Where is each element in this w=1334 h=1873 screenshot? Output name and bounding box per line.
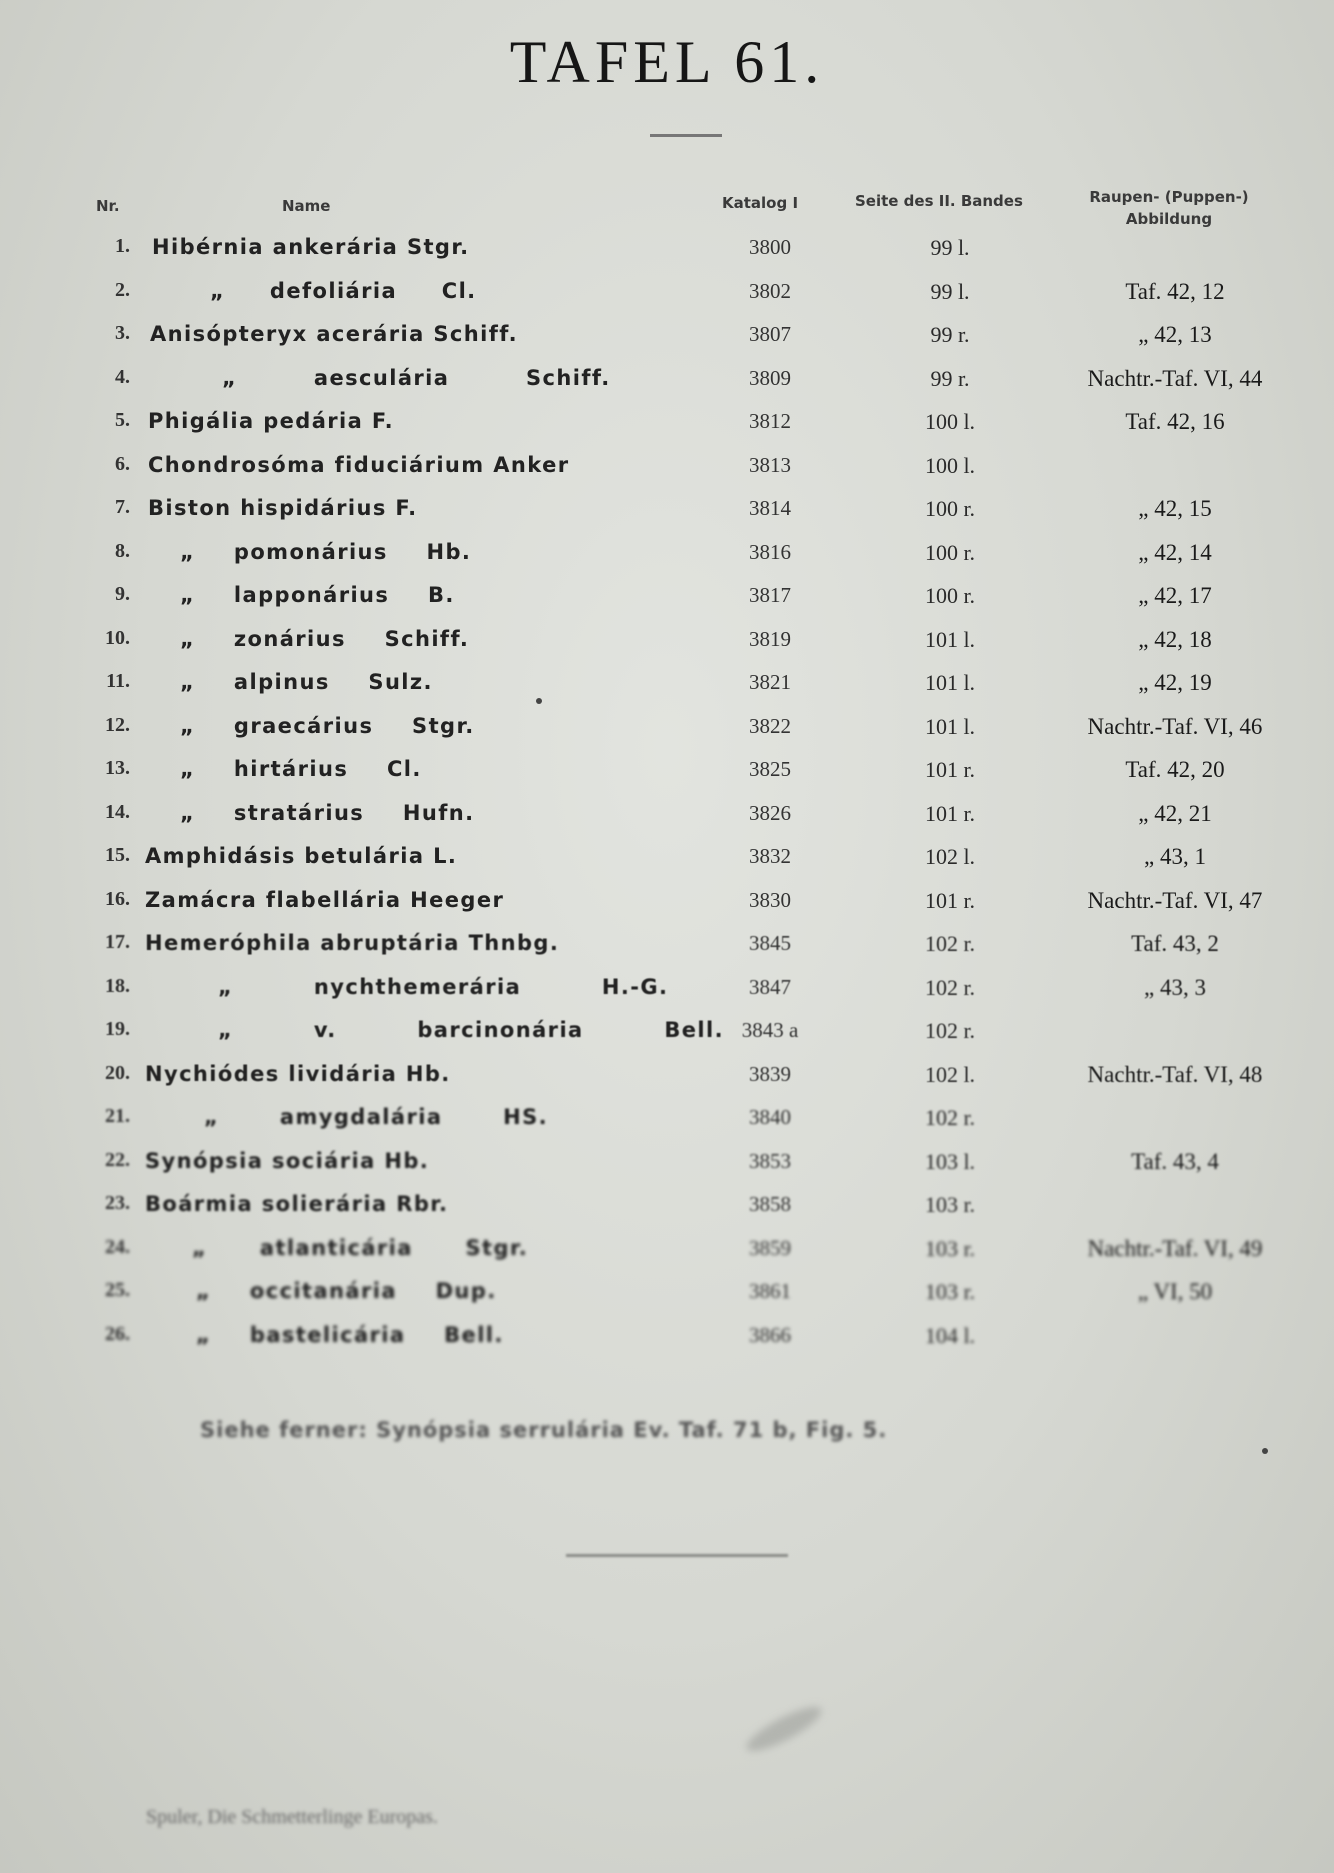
katalog-number: 3845	[749, 931, 791, 955]
row-number: 4.	[115, 365, 130, 388]
table-row	[0, 496, 1334, 532]
species-name: „ atlanticária Stgr.	[192, 1235, 529, 1260]
abbildung-reference: Taf. 42, 20	[1125, 757, 1225, 782]
species-name: „ hirtárius Cl.	[180, 757, 422, 781]
row-number: 21.	[105, 1105, 130, 1127]
row-number: 18.	[105, 974, 130, 997]
row-number: 15.	[105, 844, 130, 866]
row-number: 1.	[115, 235, 130, 257]
species-name: Phigália pedária F.	[148, 409, 394, 433]
table-row	[0, 1018, 1334, 1054]
abbildung-reference: „ 42, 14	[1138, 539, 1212, 565]
page-footer: Spuler, Die Schmetterlinge Europas.	[146, 1806, 438, 1828]
seite-reference: 102 l.	[924, 1061, 976, 1087]
species-name: „ aesculária Schiff.	[222, 365, 611, 390]
table-row	[0, 931, 1334, 967]
seite-reference: 103 r.	[924, 1235, 976, 1261]
species-name: „ defoliária Cl.	[210, 278, 477, 303]
katalog-number: 3812	[749, 409, 791, 433]
seite-reference: 102 r.	[924, 974, 976, 1000]
row-number: 11.	[106, 670, 130, 692]
table-row	[0, 1279, 1334, 1315]
species-name: Synópsia sociária Hb.	[145, 1148, 430, 1173]
katalog-number: 3832	[749, 844, 791, 868]
table-row	[0, 279, 1334, 315]
cross-reference-note: Siehe ferner: Synópsia serrulária Ev. Taf. 71 b, Fig. 5.	[200, 1418, 888, 1442]
table-row	[0, 1323, 1334, 1359]
table-row	[0, 1236, 1334, 1272]
row-number: 10.	[105, 626, 130, 649]
abbildung-reference: Taf. 42, 16	[1125, 409, 1225, 434]
katalog-number: 3866	[749, 1322, 791, 1347]
seite-reference: 99 l.	[930, 278, 970, 304]
katalog-number: 3821	[749, 670, 791, 694]
column-header-abbildung	[1060, 186, 1278, 230]
seite-reference: 100 r.	[924, 539, 976, 565]
table-row	[0, 714, 1334, 750]
species-name: Anisópteryx acerária Schiff.	[150, 322, 518, 346]
katalog-number: 3822	[749, 713, 791, 738]
table-row	[0, 1105, 1334, 1141]
ink-speck	[1262, 1448, 1268, 1454]
row-number: 5.	[115, 409, 130, 431]
table-row	[0, 1062, 1334, 1098]
abbildung-reference: „ 42, 17	[1138, 583, 1212, 608]
table-row	[0, 757, 1334, 793]
ink-speck	[536, 698, 542, 704]
abbildung-reference: Nachtr.-Taf. VI, 48	[1087, 1061, 1263, 1087]
species-name: Nychiódes lividária Hb.	[145, 1061, 451, 1086]
seite-reference: 100 r.	[924, 496, 976, 521]
abbildung-reference: Taf. 43, 4	[1131, 1148, 1219, 1174]
column-header-katalog: Katalog I	[722, 194, 799, 212]
row-number: 14.	[105, 800, 130, 823]
seite-reference: 101 l.	[924, 626, 976, 652]
row-number: 9.	[115, 583, 130, 605]
table-row	[0, 322, 1334, 358]
seite-reference: 101 r.	[924, 800, 976, 826]
species-name: Amphidásis betulária L.	[145, 844, 458, 868]
row-number: 16.	[105, 887, 130, 910]
table-row	[0, 844, 1334, 880]
katalog-number: 3813	[749, 452, 791, 477]
table-row	[0, 1149, 1334, 1185]
seite-reference: 101 l.	[924, 670, 976, 695]
species-name: Hemeróphila abruptária Thnbg.	[145, 931, 560, 955]
species-name: Chondrosóma fiduciárium Anker	[148, 452, 570, 477]
species-name: Boármia solierária Rbr.	[145, 1192, 449, 1216]
abbildung-reference: „ 42, 21	[1138, 800, 1212, 826]
species-name: Zamácra flabellária Heeger	[145, 887, 505, 912]
species-name: „ bastelicária Bell.	[196, 1322, 504, 1347]
species-name: Biston hispidárius F.	[148, 496, 418, 520]
abbildung-reference: „ 42, 15	[1138, 496, 1212, 521]
column-header-abbildung-line2: Abbildung	[1125, 210, 1213, 228]
column-header-abbildung-line1: Raupen- (Puppen-)	[1089, 188, 1249, 206]
seite-reference: 102 r.	[924, 1018, 976, 1043]
abbildung-reference: Nachtr.-Taf. VI, 46	[1087, 713, 1263, 739]
abbildung-reference: „ 42, 18	[1138, 626, 1212, 652]
katalog-number: 3816	[749, 539, 791, 564]
title-divider	[650, 134, 722, 137]
row-number: 23.	[105, 1192, 130, 1214]
katalog-number: 3817	[749, 583, 791, 607]
seite-reference: 103 r.	[924, 1192, 976, 1217]
seite-reference: 102 l.	[924, 844, 976, 869]
row-number: 13.	[105, 757, 130, 779]
abbildung-reference: Nachtr.-Taf. VI, 47	[1087, 887, 1263, 913]
katalog-number: 3843 a	[741, 1018, 799, 1042]
seite-reference: 103 l.	[924, 1148, 976, 1174]
paper-smudge	[742, 1700, 826, 1759]
species-name: „ v. barcinonária Bell.	[218, 1018, 724, 1042]
abbildung-reference: Taf. 43, 2	[1131, 931, 1219, 956]
table-row	[0, 540, 1334, 576]
species-name: „ pomonárius Hb.	[180, 539, 472, 564]
table-row	[0, 888, 1334, 924]
row-number: 19.	[105, 1018, 130, 1040]
row-number: 8.	[115, 539, 130, 562]
katalog-number: 3807	[749, 322, 791, 346]
katalog-number: 3858	[749, 1192, 791, 1216]
species-name: „ graecárius Stgr.	[180, 713, 475, 738]
row-number: 22.	[105, 1148, 130, 1171]
katalog-number: 3853	[749, 1148, 791, 1173]
table-row	[0, 801, 1334, 837]
row-number: 12.	[105, 713, 130, 736]
seite-reference: 102 r.	[924, 1105, 976, 1130]
table-row	[0, 670, 1334, 706]
katalog-number: 3800	[749, 235, 791, 259]
page-title: TAFEL 61.	[509, 29, 825, 95]
abbildung-reference: „ 42, 19	[1138, 670, 1212, 695]
table-row	[0, 1192, 1334, 1228]
species-name: „ amygdalária HS.	[204, 1105, 548, 1129]
row-number: 25.	[105, 1279, 130, 1301]
seite-reference: 101 l.	[924, 713, 976, 739]
table-row	[0, 975, 1334, 1011]
katalog-number: 3840	[749, 1105, 791, 1129]
table-row	[0, 453, 1334, 489]
katalog-number: 3814	[749, 496, 791, 520]
seite-reference: 102 r.	[924, 931, 976, 956]
column-header-name: Name	[282, 197, 331, 215]
katalog-number: 3802	[749, 278, 791, 303]
katalog-number: 3819	[749, 626, 791, 651]
abbildung-reference: Nachtr.-Taf. VI, 44	[1087, 365, 1263, 391]
abbildung-reference: „ 43, 1	[1144, 844, 1206, 869]
bottom-divider	[566, 1554, 788, 1557]
seite-reference: 99 r.	[930, 365, 970, 391]
table-row	[0, 409, 1334, 445]
species-name: Hibérnia ankerária Stgr.	[152, 235, 470, 259]
row-number: 3.	[115, 322, 130, 344]
katalog-number: 3830	[749, 887, 791, 912]
column-header-seite: Seite des II. Bandes	[855, 192, 1023, 210]
katalog-number: 3809	[749, 365, 791, 390]
seite-reference: 100 r.	[924, 583, 976, 608]
seite-reference: 99 r.	[930, 322, 970, 347]
row-number: 7.	[115, 496, 130, 518]
abbildung-reference: „ VI, 50	[1137, 1279, 1213, 1304]
table-row	[0, 583, 1334, 619]
seite-reference: 104 l.	[924, 1322, 976, 1348]
species-name: „ alpinus Sulz.	[180, 670, 433, 694]
abbildung-reference: „ 42, 13	[1138, 322, 1212, 347]
abbildung-reference: Taf. 42, 12	[1125, 278, 1225, 304]
table-row	[0, 235, 1334, 271]
row-number: 20.	[105, 1061, 130, 1084]
seite-reference: 100 l.	[924, 452, 976, 478]
katalog-number: 3826	[749, 800, 791, 825]
katalog-number: 3861	[749, 1279, 791, 1303]
row-number: 2.	[115, 278, 130, 301]
table-row	[0, 627, 1334, 663]
row-number: 26.	[105, 1322, 130, 1345]
katalog-number: 3839	[749, 1061, 791, 1086]
abbildung-reference: Nachtr.-Taf. VI, 49	[1087, 1235, 1263, 1261]
seite-reference: 101 r.	[924, 887, 976, 913]
species-name: „ zonárius Schiff.	[180, 626, 470, 651]
row-number: 6.	[115, 452, 130, 475]
species-name: „ occitanária Dup.	[196, 1279, 497, 1303]
seite-reference: 103 r.	[924, 1279, 976, 1304]
katalog-number: 3847	[749, 974, 791, 999]
table-row	[0, 366, 1334, 402]
row-number: 24.	[105, 1235, 130, 1258]
species-name: „ stratárius Hufn.	[180, 800, 475, 825]
katalog-number: 3825	[749, 757, 791, 781]
seite-reference: 100 l.	[924, 409, 976, 434]
katalog-number: 3859	[749, 1235, 791, 1260]
seite-reference: 101 r.	[924, 757, 976, 782]
row-number: 17.	[105, 931, 130, 953]
column-header-nr: Nr.	[96, 197, 120, 215]
species-name: „ nychthemerária H.-G.	[218, 974, 669, 999]
seite-reference: 99 l.	[930, 235, 970, 260]
abbildung-reference: „ 43, 3	[1144, 974, 1206, 1000]
species-name: „ lapponárius B.	[180, 583, 455, 607]
